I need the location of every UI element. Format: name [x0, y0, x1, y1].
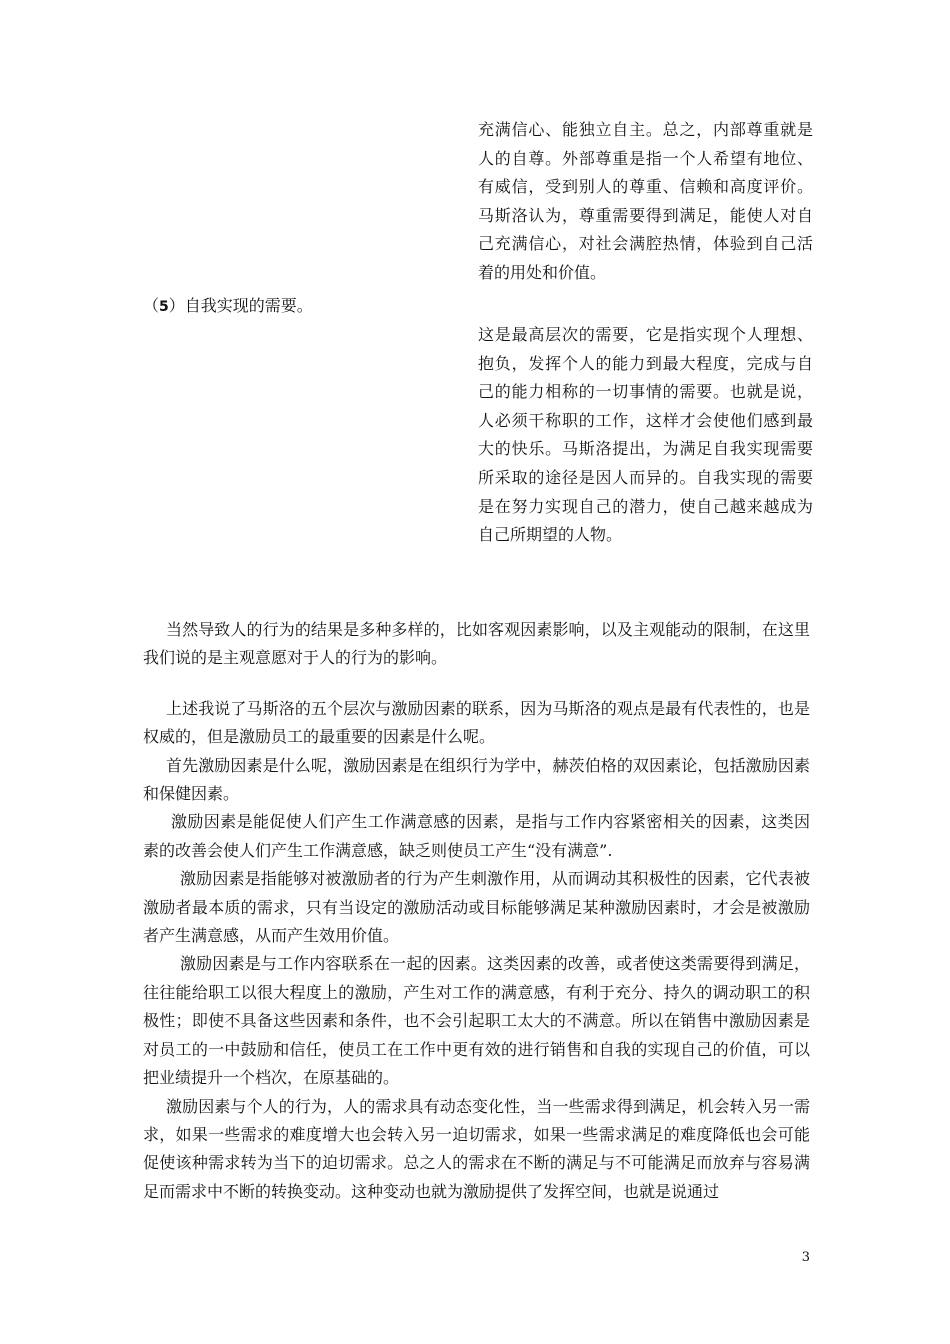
heading-text: 自我实现的需要。	[184, 296, 313, 315]
paragraph: 首先激励因素是什么呢，激励因素是在组织行为学中，赫茨伯格的双因素论，包括激励因素和保健因素。	[143, 755, 810, 804]
paragraph: 激励因素是与工作内容联系在一起的因素。这类因素的改善，或者使这类需要得到满足，往往能给职工以很大程度上的激励，产生对工作的满意感，有利于充分、持久的调动职工的积极性；即使不具备这些因素和条件，也不会引起职工太大的不满意。所以在销售中激励因素是对员工的一中鼓励和信任，使员工在工作中更有效的进行销售和自我的实现自己的价值，可以把业绩提升一个档次，在原基础的。	[143, 954, 810, 1088]
heading-close-paren: ）	[168, 296, 185, 315]
paragraph: 上述我说了马斯洛的五个层次与激励因素的联系，因为马斯洛的观点是最有代表性的，也是权威的，但是激励员工的最重要的因素是什么呢。	[143, 698, 810, 747]
page-number: 3	[801, 1250, 810, 1265]
heading-open-paren: （	[143, 296, 160, 315]
body-text	[143, 616, 810, 1206]
self-actualization-description: 这是最高层次的需要，它是指实现个人理想、抱负，发挥个人的能力到最大程度，完成与自己的能力相称的一切事情的需要。也就是说，人必须干称职的工作，这样才会使他们感到最大的快乐。马斯洛提出，为满足自我实现需要所采取的途径是因人而异的。自我实现的需要是在努力实现自己的潜力，使自己越来越成为自己所期望的人物。	[478, 325, 813, 545]
esteem-need-continuation: 充满信心、能独立自主。总之，内部尊重就是人的自尊。外部尊重是指一个人希望有地位、有威信，受到别人的尊重、信赖和高度评价。马斯洛认为，尊重需要得到满足，能使人对自己充满信心，对社会满腔热情，体验到自己活着的用处和价值。	[478, 120, 813, 282]
paragraph: 激励因素是指能够对被激励者的行为产生刺激作用，从而调动其积极性的因素，它代表被激励者最本质的需求，只有当设定的激励活动或目标能够满足某种激励因素时，才会是被激励者产生满意感，从而产生效用价值。	[143, 869, 810, 946]
paragraph: 激励因素是能促使人们产生工作满意感的因素，是指与工作内容紧密相关的因素，这类因素的改善会使人们产生工作满意感，缺乏则使员工产生“没有满意”.	[143, 812, 810, 860]
paragraph: 激励因素与个人的行为，人的需求具有动态变化性，当一些需求得到满足，机会转入另一需求，如果一些需求的难度增大也会转入另一迫切需求，如果一些需求满足的难度降低也会可能促使该种需求转为当下的迫切需求。总之人的需求在不断的满足与不可能满足而放弃与容易满足而需求中不断的转换变动。这种变动也就为激励提供了发挥空间，也就是说通过	[143, 1096, 810, 1201]
paragraph: 当然导致人的行为的结果是多种多样的，比如客观因素影响，以及主观能动的限制，在这里我们说的是主观意愿对于人的行为的影响。	[143, 620, 810, 668]
self-actualization-heading	[143, 292, 313, 321]
heading-number: 5	[159, 299, 169, 315]
